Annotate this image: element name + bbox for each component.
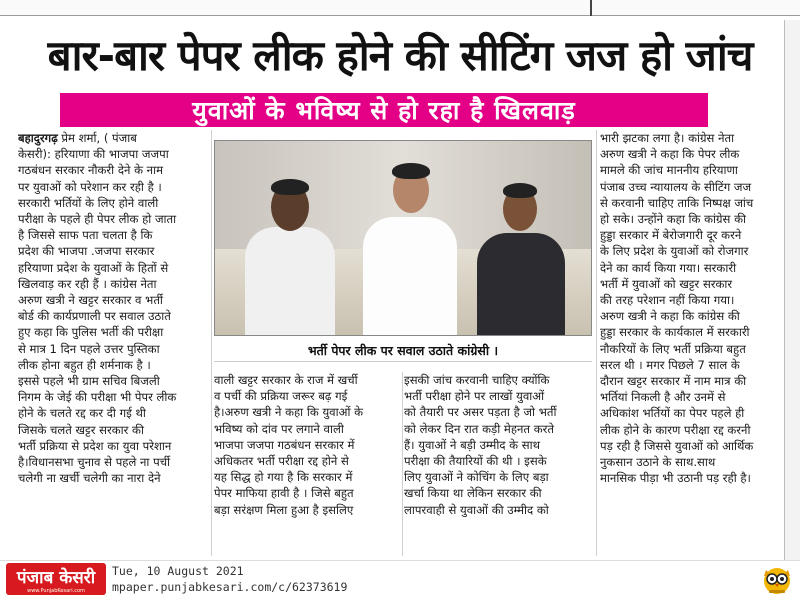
text-line: पर युवाओं को परेशान कर रही है ।	[18, 179, 162, 194]
adjacent-article-edge	[784, 20, 800, 560]
top-strip-separator	[590, 0, 592, 16]
text-line: अधिकांश भर्तियों का पेपर पहले ही	[600, 406, 745, 421]
text-line: परीक्षा की तैयारियों की थी । इसके	[404, 454, 547, 469]
text-line: लीक होने के कारण परीक्षा रद्द करनी	[600, 422, 751, 437]
logo-text: पंजाब केसरी	[16, 568, 96, 588]
text-line: अरुण खत्री ने खट्टर सरकार व भर्ती	[18, 293, 163, 308]
text-line: इससे पहले भी ग्राम सचिव बिजली	[18, 374, 160, 389]
person-shirt	[363, 217, 457, 335]
person-hair	[271, 179, 309, 195]
text-line: हैं। युवाओं ने बड़ी उम्मीद के साथ	[404, 437, 541, 452]
text-line: जिसके चलते खट्टर सरकार की	[18, 422, 144, 437]
text-line: पेपर माफिया हावी है । जिसे बहुत	[214, 486, 354, 501]
punjab-kesari-logo[interactable]	[6, 563, 106, 595]
text-line: के लिए प्रदेश के युवाओं को रोजगार	[600, 244, 749, 259]
text-line: होने के चलते रद्द कर दी गई थी	[18, 406, 146, 421]
text-line: अधिकतर भर्ती परीक्षा रद्द होने से	[214, 454, 349, 469]
column-rule	[596, 130, 597, 556]
text-line: लीक होना बहुत ही शर्मनाक है ।	[18, 357, 151, 372]
text-line: सरल थी । मगर पिछले 7 साल के	[600, 357, 740, 372]
text-line: परीक्षा के पहले ही पेपर लीक हो जाता	[18, 212, 177, 227]
text-line: व पर्ची की प्रक्रिया जरूर बढ़ गई	[214, 389, 348, 404]
article-column-1	[18, 130, 210, 554]
text-line: खर्चा किया था लेकिन सरकार की	[404, 486, 542, 501]
text-line: हरियाणा प्रदेश के युवाओं के हितों से	[18, 260, 169, 275]
text-line: है।विधानसभा चुनाव से पहले ना पर्ची	[18, 455, 171, 470]
text-line: नौकरियों के लिए भर्ती प्रक्रिया बहुत	[600, 341, 746, 356]
text-line: है जिससे साफ पता चलता है कि	[18, 228, 153, 243]
text-line: खिलवाड़ कर रही हैं । कांग्रेस नेता	[18, 276, 157, 291]
text-line: है।अरुण खत्री ने कहा कि युवाओं के	[214, 405, 364, 420]
text-line: मामले की जांच माननीय हरियाणा	[600, 163, 738, 178]
text-line: बोर्ड की कार्यप्रणाली पर सवाल उठाते	[18, 309, 171, 324]
person-shirt	[245, 227, 335, 335]
article-column-3	[404, 372, 592, 556]
text-line: से मात्र 1 दिन पहले उत्तर पुस्तिका	[18, 341, 160, 356]
text-line: हुड्डा सरकार में बेरोजगारी दूर करने	[600, 228, 742, 243]
subheadline: युवाओं के भविष्य से हो रहा है खिलवाड़	[192, 96, 576, 125]
photo-person-left	[245, 175, 335, 335]
text-line: सरकारी भर्तियों के लिए होने वाली	[18, 195, 159, 210]
text-line: को लेकर दिन रात कड़ी मेहनत करते	[404, 421, 554, 436]
news-photo	[214, 140, 592, 336]
text-line: लिए युवाओं ने कोचिंग के लिए बड़ा	[404, 470, 549, 485]
top-strip	[0, 0, 800, 16]
text-line: भर्ती परीक्षा होने पर लाखों युवाओं	[404, 389, 545, 404]
text-line: पड़ रही है जिससे युवाओं को आर्थिक	[600, 438, 754, 453]
text-line: लापरवाही से युवाओं की उम्मीद को	[404, 502, 549, 517]
photo-caption: भर्ती पेपर लीक पर सवाल उठाते कांग्रेसी ।	[214, 340, 592, 362]
owl-mascot-icon[interactable]	[760, 562, 794, 596]
text-line: दौरान खट्टर सरकार में नाम मात्र की	[600, 374, 747, 389]
text-line: इसकी जांच करवानी चाहिए क्योंकि	[404, 373, 550, 387]
person-hair	[392, 163, 430, 179]
text-line: मानसिक पीड़ा भी उठानी पड़ रही है।	[600, 471, 751, 486]
text-line: हुड्डा सरकार के कार्यकाल में सरकारी	[600, 325, 750, 340]
text-line: चलेगी ना खर्ची चलेगी का नारा देने	[18, 471, 161, 486]
person-hair	[503, 183, 537, 198]
text-line: भारी झटका लगा है। कांग्रेस नेता	[600, 131, 735, 145]
text-line: अरुण खत्री ने कहा कि पेपर लीक	[600, 147, 740, 162]
text-line: गठबंधन सरकार नौकरी देने के नाम	[18, 163, 164, 178]
text-line: निगम के जेई की परीक्षा भी पेपर लीक	[18, 390, 177, 405]
logo-url: www.PunjabKesari.com	[27, 588, 85, 594]
text-line: वाली खट्टर सरकार के राज में खर्ची	[214, 373, 358, 387]
text-line: बड़ा सरंक्षण मिला हुआ है इसलिए	[214, 502, 354, 517]
text-line: की तरह परेशान नहीं किया गया।	[600, 293, 735, 308]
text-line: यह सिद्ध हो गया है कि सरकार में	[214, 470, 353, 485]
text-line: नुकसान उठाने के साथ.साथ	[600, 455, 716, 470]
subheadline-bar	[60, 93, 708, 127]
text-line: भाजपा जजपा गठबंधन सरकार में	[214, 437, 355, 452]
column-rule	[211, 130, 212, 556]
text-line: हुए कहा कि पुलिस भर्ती की परीक्षा	[18, 325, 164, 340]
text-line: भविष्य को दांव पर लगाने वाली	[214, 421, 344, 436]
text-line: भर्ती प्रक्रिया से प्रदेश का युवा परेशान	[18, 438, 172, 453]
text-line: भर्ती में युवाओं को खट्टर सरकार	[600, 276, 733, 291]
article-column-4	[600, 130, 780, 554]
edition-url[interactable]: mpaper.punjabkesari.com/c/62373619	[112, 580, 348, 594]
photo-person-right	[473, 177, 569, 335]
column-rule	[402, 372, 403, 556]
person-tshirt	[477, 233, 565, 335]
text-line: भर्तियां निकली है और उनमें से	[600, 390, 726, 405]
text-line: पंजाब उच्च न्यायालय के सीटिंग जज	[600, 179, 752, 194]
text-line: हो सके। उन्होंने कहा कि कांग्रेस की	[600, 212, 746, 227]
article-column-2	[214, 372, 400, 556]
dateline: बहादुरगढ़	[18, 131, 58, 145]
edition-date: Tue, 10 August 2021	[112, 564, 244, 578]
text-line: प्रदेश की भाजपा .जजपा सरकार	[18, 244, 155, 259]
headline: बार-बार पेपर लीक होने की सीटिंग जज हो जांच	[47, 31, 753, 80]
text-line: बहादुरगढ़ प्रेम शर्मा, ( पंजाब	[18, 131, 137, 145]
text-line: केसरी): हरियाणा की भाजपा जजपा	[18, 147, 169, 162]
text-line: अरुण खत्री ने कहा कि कांग्रेस की	[600, 309, 740, 324]
photo-person-center	[355, 157, 465, 335]
text-line: से करवानी चाहिए ताकि निष्पक्ष जांच	[600, 195, 754, 210]
text-line: देने का कार्य किया गया। सरकारी	[600, 260, 737, 275]
text-line: को तैयारी पर असर पड़ता है जो भर्ती	[404, 405, 557, 420]
